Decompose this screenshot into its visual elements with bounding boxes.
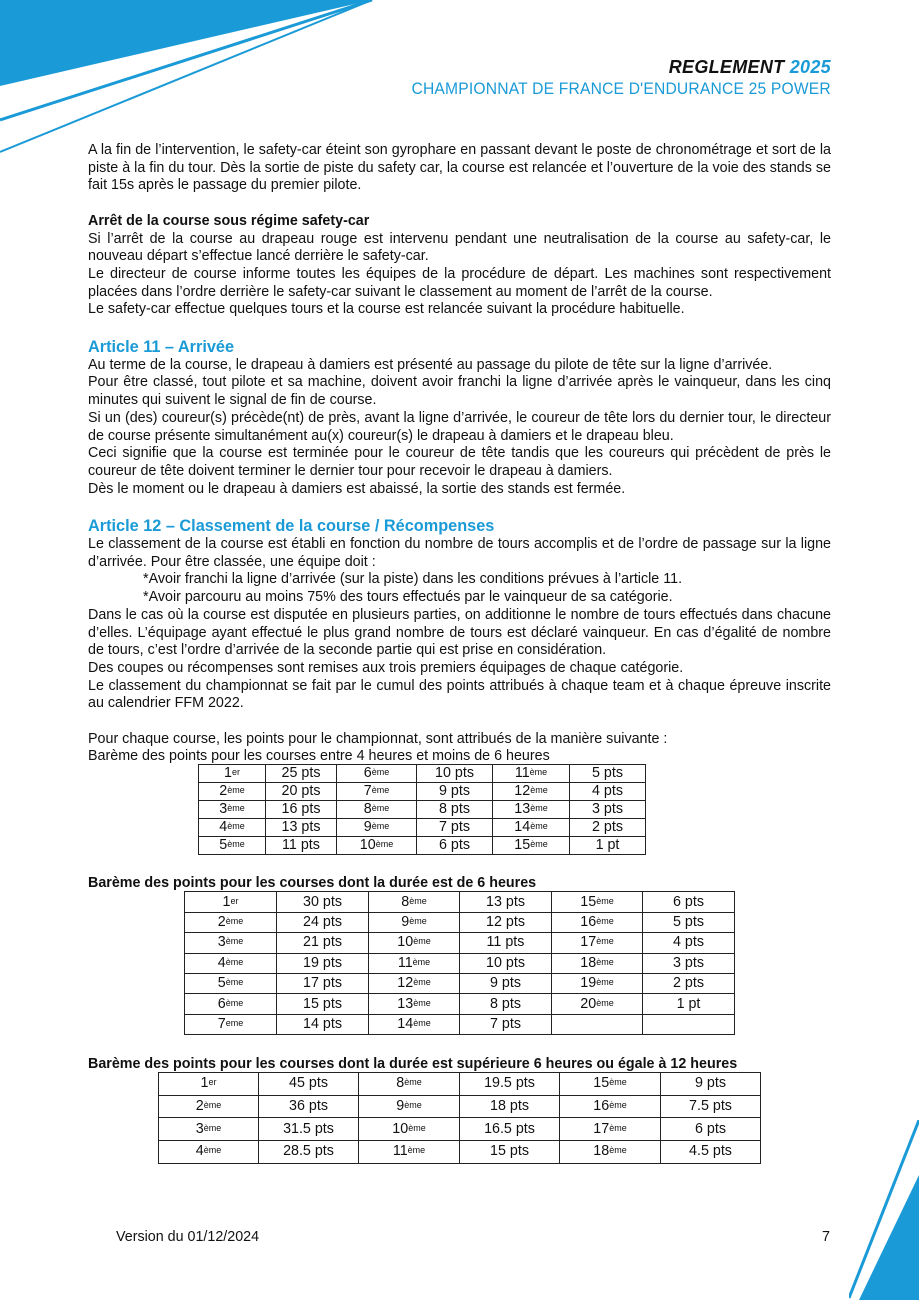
paragraph: Le classement de la course est établi en fonction du nombre de tours accomplis et de l’ordre de passage sur la ligne d’arrivée. Pour être classée, une équipe doit : xyxy=(88,536,831,570)
table-row xyxy=(185,892,735,912)
rank-cell: 15ème xyxy=(493,837,570,855)
table-3-title: Barème des points pour les courses dont la durée est supérieure 6 heures ou égale à 12 heures xyxy=(88,1056,738,1073)
condition-item: *Avoir franchi la ligne d’arrivée (sur la piste) dans les conditions prévues à l’article 11. xyxy=(143,571,683,588)
rank-suffix: ème xyxy=(530,803,548,814)
rank-cell: 12ème xyxy=(369,974,460,994)
rank-cell: 7ème xyxy=(337,783,417,801)
rank-cell: 13ème xyxy=(369,994,460,1014)
rank-cell: 14ème xyxy=(369,1014,460,1034)
rank-suffix: ème xyxy=(609,1100,627,1111)
table-row xyxy=(185,994,735,1014)
rank-cell: 2ème xyxy=(159,1095,259,1118)
points-cell: 3 pts xyxy=(570,801,646,819)
document-body xyxy=(88,142,831,1164)
table-row xyxy=(159,1073,761,1096)
paragraph: A la fin de l’intervention, le safety-car éteint son gyrophare en passant devant le poste de chronométrage et sort de la piste à la fin du tour. Dès la sortie de piste du safety car, la course est relancée et l’ouverture de la voie des stands se fait 15s après le passage du premier pilote. xyxy=(88,142,831,194)
rank-cell: 12ème xyxy=(493,783,570,801)
rank-cell: 11ème xyxy=(369,953,460,973)
points-cell: 25 pts xyxy=(266,765,337,783)
points-cell: 15 pts xyxy=(277,994,369,1014)
points-cell: 19 pts xyxy=(277,953,369,973)
table-row xyxy=(199,837,646,855)
empty-cell xyxy=(552,1014,643,1034)
rank-suffix: ème xyxy=(371,767,390,778)
table-row xyxy=(199,783,646,801)
points-cell: 10 pts xyxy=(417,765,493,783)
points-cell: 5 pts xyxy=(570,765,646,783)
rank-cell: 15ème xyxy=(552,892,643,912)
page-header xyxy=(375,56,831,100)
points-cell: 18 pts xyxy=(460,1095,560,1118)
points-cell: 10 pts xyxy=(460,953,552,973)
rank-suffix: ème xyxy=(203,1122,222,1133)
rank-cell: 8ème xyxy=(369,892,460,912)
rank-suffix: ème xyxy=(412,956,431,967)
points-cell: 8 pts xyxy=(460,994,552,1014)
rank-cell: 10ème xyxy=(369,933,460,953)
rank-cell: 11ème xyxy=(493,765,570,783)
rank-suffix: ème xyxy=(609,1077,627,1088)
rank-suffix: ème xyxy=(225,936,244,947)
points-cell: 16.5 pts xyxy=(460,1118,560,1141)
rank-suffix: eme xyxy=(225,1017,244,1028)
points-cell: 4.5 pts xyxy=(661,1140,761,1163)
points-cell: 1 pt xyxy=(570,837,646,855)
rank-cell: 1er xyxy=(185,892,277,912)
paragraph: Le safety-car effectue quelques tours et la course est relancée suivant la procédure habituelle. xyxy=(88,301,685,318)
points-cell: 36 pts xyxy=(259,1095,359,1118)
rank-suffix: ème xyxy=(371,803,390,814)
rank-cell: 8ème xyxy=(359,1073,460,1096)
rank-cell: 4ème xyxy=(159,1140,259,1163)
section-heading: Arrêt de la course sous régime safety-car xyxy=(88,212,370,229)
paragraph: Le classement du championnat se fait par le cumul des points attribués à chaque team et à chaque épreuve inscrite au calendrier FFM 2022. xyxy=(88,677,831,712)
points-cell: 11 pts xyxy=(266,837,337,855)
rank-cell: 1er xyxy=(199,765,266,783)
rank-cell: 9ème xyxy=(337,819,417,837)
paragraph: Le directeur de course informe toutes les équipes de la procédure de départ. Les machines sont respectivement placées dans l’ordre derrière le safety-car suivant le classement au moment de l’arrêt de la course. xyxy=(88,265,831,300)
rank-suffix: ème xyxy=(203,1100,222,1111)
points-cell: 21 pts xyxy=(277,933,369,953)
points-table-6h xyxy=(184,891,735,1035)
rank-suffix: ème xyxy=(409,895,427,906)
rank-suffix: ème xyxy=(413,1017,431,1028)
points-cell: 6 pts xyxy=(417,837,493,855)
paragraph: Au terme de la course, le drapeau à damiers est présenté au passage du pilote de tête sur la ligne d’arrivée. xyxy=(88,356,773,373)
paragraph: Pour être classé, tout pilote et sa machine, doivent avoir franchi la ligne d’arrivée après le vainqueur, dans les cinq minutes qui suivent le signal de fin de course. xyxy=(88,374,831,409)
paragraph: Dans le cas où la course est disputée en plusieurs parties, on additionne le nombre de tours effectués dans chacune d’elles. L’équipage ayant effectué le plus grand nombre de tours est déclaré vainqueur. En cas d’égalité de nombre de tours, c’est l’ordre d’arrivée de la seconde partie qui est prise en considération. xyxy=(88,606,831,659)
points-cell: 16 pts xyxy=(266,801,337,819)
table-row xyxy=(159,1140,761,1163)
table-row xyxy=(199,765,646,783)
rank-suffix: ème xyxy=(596,956,614,967)
points-cell: 12 pts xyxy=(460,912,552,932)
rank-suffix: ème xyxy=(227,821,245,832)
rank-cell: 16ème xyxy=(552,912,643,932)
rank-cell: 9ème xyxy=(359,1095,460,1118)
table-row xyxy=(159,1095,761,1118)
points-cell: 2 pts xyxy=(643,974,735,994)
table-row xyxy=(185,912,735,932)
rank-cell: 7eme xyxy=(185,1014,277,1034)
table-1-title: Barème des points pour les courses entre 4 heures et moins de 6 heures xyxy=(88,748,550,765)
rank-cell: 10ème xyxy=(337,837,417,855)
points-table-4-6h xyxy=(198,764,646,855)
header-title xyxy=(375,56,831,78)
rank-suffix: ème xyxy=(407,1145,426,1156)
rank-cell: 15ème xyxy=(560,1073,661,1096)
rank-suffix: ème xyxy=(413,936,431,947)
rank-suffix: ème xyxy=(596,997,614,1008)
points-cell: 2 pts xyxy=(570,819,646,837)
points-cell: 7.5 pts xyxy=(661,1095,761,1118)
rank-suffix: ème xyxy=(529,767,548,778)
rank-suffix: ème xyxy=(596,895,614,906)
rank-suffix: ème xyxy=(413,977,431,988)
rank-suffix: ème xyxy=(596,916,614,927)
rank-suffix: er xyxy=(230,895,239,906)
rank-cell: 4ème xyxy=(185,953,277,973)
points-cell: 9 pts xyxy=(460,974,552,994)
rank-suffix: ème xyxy=(225,977,244,988)
condition-item: *Avoir parcouru au moins 75% des tours effectués par le vainqueur de sa catégorie. xyxy=(143,589,673,606)
points-cell: 5 pts xyxy=(643,912,735,932)
points-cell: 31.5 pts xyxy=(259,1118,359,1141)
paragraph: Si un (des) coureur(s) précède(nt) de près, avant la ligne d’arrivée, le coureur de tête lors du dernier tour, le directeur de course présente simultanément au(x) coureur(s) le drapeau à damiers et le drapeau bleu. xyxy=(88,409,831,444)
rank-cell: 1er xyxy=(159,1073,259,1096)
points-cell: 24 pts xyxy=(277,912,369,932)
rank-suffix: ème xyxy=(596,936,614,947)
rank-cell: 19ème xyxy=(552,974,643,994)
points-cell: 7 pts xyxy=(460,1014,552,1034)
rank-cell: 5ème xyxy=(199,837,266,855)
table-row xyxy=(159,1118,761,1141)
points-cell: 9 pts xyxy=(661,1073,761,1096)
header-year: 2025 xyxy=(789,57,831,77)
points-cell: 14 pts xyxy=(277,1014,369,1034)
paragraph: Dès le moment ou le drapeau à damiers est abaissé, la sortie des stands est fermée. xyxy=(88,480,626,497)
empty-cell xyxy=(643,1014,735,1034)
rank-cell: 6ème xyxy=(337,765,417,783)
table-row xyxy=(199,819,646,837)
rank-cell: 9ème xyxy=(369,912,460,932)
rank-cell: 6ème xyxy=(185,994,277,1014)
rank-cell: 2ème xyxy=(199,783,266,801)
points-cell: 4 pts xyxy=(570,783,646,801)
footer-version: Version du 01/12/2024 xyxy=(116,1229,260,1245)
points-cell: 13 pts xyxy=(266,819,337,837)
rank-suffix: ème xyxy=(225,916,244,927)
rank-suffix: ème xyxy=(596,977,614,988)
rank-suffix: ème xyxy=(530,839,548,850)
points-cell: 30 pts xyxy=(277,892,369,912)
points-cell: 1 pt xyxy=(643,994,735,1014)
points-cell: 20 pts xyxy=(266,783,337,801)
paragraph: Des coupes ou récompenses sont remises aux trois premiers équipages de chaque catégorie. xyxy=(88,659,684,676)
points-cell: 4 pts xyxy=(643,933,735,953)
points-cell: 8 pts xyxy=(417,801,493,819)
paragraph: Si l’arrêt de la course au drapeau rouge est intervenu pendant une neutralisation de la course au safety-car, le nouveau départ s’effectue lancé derrière le safety-car. xyxy=(88,230,831,265)
points-cell: 28.5 pts xyxy=(259,1140,359,1163)
rank-cell: 11ème xyxy=(359,1140,460,1163)
table-row xyxy=(199,801,646,819)
rank-suffix: ème xyxy=(375,839,394,850)
rank-cell: 13ème xyxy=(493,801,570,819)
rank-suffix: ème xyxy=(530,821,548,832)
rank-suffix: ème xyxy=(227,803,245,814)
rank-suffix: ème xyxy=(203,1145,222,1156)
rank-cell: 17ème xyxy=(552,933,643,953)
rank-suffix: ème xyxy=(371,821,390,832)
rank-suffix: ème xyxy=(404,1077,422,1088)
points-cell: 13 pts xyxy=(460,892,552,912)
points-cell: 9 pts xyxy=(417,783,493,801)
rank-cell: 18ème xyxy=(552,953,643,973)
rank-suffix: ème xyxy=(227,839,245,850)
rank-suffix: ème xyxy=(609,1122,627,1133)
rank-cell: 3ème xyxy=(185,933,277,953)
rank-suffix: ème xyxy=(409,916,427,927)
rank-cell: 20ème xyxy=(552,994,643,1014)
header-reglement: REGLEMENT xyxy=(668,57,785,77)
rank-suffix: ème xyxy=(371,785,390,796)
points-cell: 17 pts xyxy=(277,974,369,994)
points-cell: 19.5 pts xyxy=(460,1073,560,1096)
points-cell: 6 pts xyxy=(643,892,735,912)
rank-cell: 16ème xyxy=(560,1095,661,1118)
rank-suffix: ème xyxy=(225,956,244,967)
points-cell: 45 pts xyxy=(259,1073,359,1096)
rank-suffix: ème xyxy=(408,1122,426,1133)
points-cell: 11 pts xyxy=(460,933,552,953)
table-2-title: Barème des points pour les courses dont la durée est de 6 heures xyxy=(88,875,537,892)
page-number: 7 xyxy=(822,1229,830,1245)
rank-suffix: ème xyxy=(227,785,245,796)
paragraph: Ceci signifie que la course est terminée pour le coureur de tête tandis que les coureurs qui précèdent de près le coureur de tête doivent terminer le dernier tour pour recevoir le drapeau à damiers. xyxy=(88,445,831,479)
table-row xyxy=(185,1014,735,1034)
rank-cell: 5ème xyxy=(185,974,277,994)
rank-cell: 4ème xyxy=(199,819,266,837)
rank-cell: 10ème xyxy=(359,1118,460,1141)
rank-cell: 14ème xyxy=(493,819,570,837)
article-11-title: Article 11 – Arrivée xyxy=(88,337,235,356)
rank-suffix: er xyxy=(231,767,240,778)
table-row xyxy=(185,953,735,973)
header-decoration xyxy=(0,0,380,160)
rank-cell: 2ème xyxy=(185,912,277,932)
footer-decoration xyxy=(849,1120,919,1300)
points-table-6-12h xyxy=(158,1072,761,1163)
rank-suffix: ème xyxy=(225,997,244,1008)
rank-suffix: ème xyxy=(413,997,431,1008)
points-cell: 6 pts xyxy=(661,1118,761,1141)
rank-cell: 3ème xyxy=(159,1118,259,1141)
points-cell: 15 pts xyxy=(460,1140,560,1163)
points-cell: 3 pts xyxy=(643,953,735,973)
rank-cell: 3ème xyxy=(199,801,266,819)
paragraph: Pour chaque course, les points pour le championnat, sont attribués de la manière suivante : xyxy=(88,730,668,747)
table-row xyxy=(185,933,735,953)
rank-suffix: er xyxy=(208,1077,217,1088)
rank-suffix: ème xyxy=(609,1145,627,1156)
rank-cell: 8ème xyxy=(337,801,417,819)
rank-suffix: ème xyxy=(530,785,548,796)
header-championship: CHAMPIONNAT DE FRANCE D'ENDURANCE 25 POWER xyxy=(411,79,831,98)
rank-suffix: ème xyxy=(404,1100,422,1111)
points-cell: 7 pts xyxy=(417,819,493,837)
rank-cell: 17ème xyxy=(560,1118,661,1141)
rank-cell: 18ème xyxy=(560,1140,661,1163)
table-row xyxy=(185,974,735,994)
article-12-title: Article 12 – Classement de la course / Récompenses xyxy=(88,517,495,536)
